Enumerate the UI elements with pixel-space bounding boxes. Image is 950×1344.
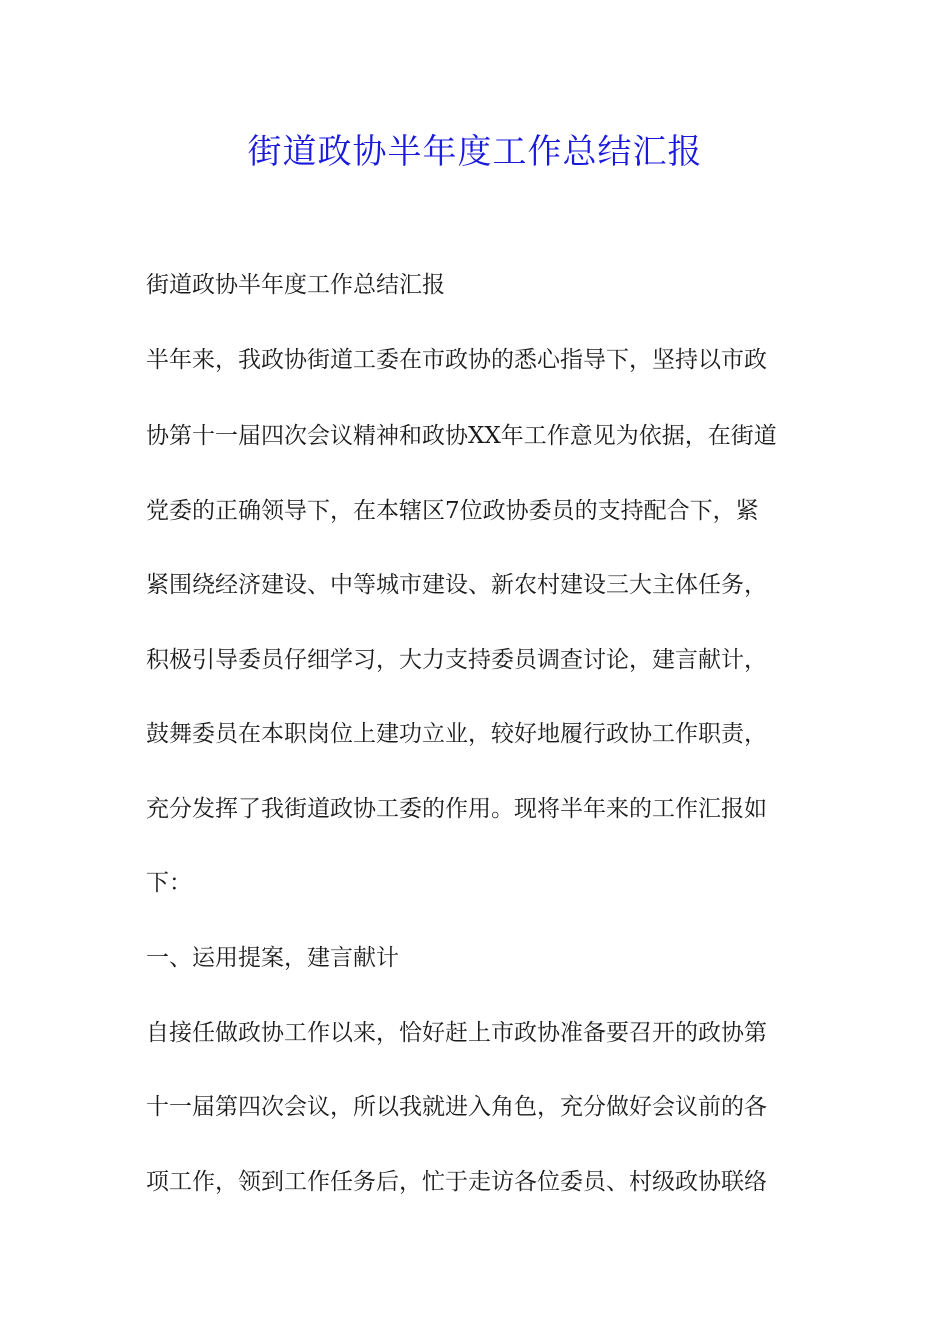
paragraph-line: 十一届第四次会议，所以我就进入角色，充分做好会议前的各 — [146, 1094, 767, 1120]
paragraph-line: 紧围绕经济建设、中等城市建设、新农村建设三大主体任务， — [146, 572, 767, 598]
paragraph-line: 半年来，我政协街道工委在市政协的悉心指导下，坚持以市政 — [146, 347, 767, 373]
paragraph-line: 充分发挥了我街道政协工委的作用。现将半年来的工作汇报如 — [146, 796, 767, 822]
paragraph-line: 下： — [146, 870, 192, 896]
paragraph-line: 积极引导委员仔细学习，大力支持委员调查讨论，建言献计， — [146, 647, 767, 673]
paragraph-line: 党委的正确领导下，在本辖区7位政协委员的支持配合下，紧 — [146, 498, 759, 524]
document-title: 街道政协半年度工作总结汇报 — [247, 132, 703, 172]
paragraph-line: 鼓舞委员在本职岗位上建功立业，较好地履行政协工作职责， — [146, 721, 767, 747]
paragraph-line: 协第十一届四次会议精神和政协XX年工作意见为依据，在街道 — [146, 423, 777, 449]
subtitle-line: 街道政协半年度工作总结汇报 — [146, 272, 445, 298]
paragraph-line: 项工作，领到工作任务后，忙于走访各位委员、村级政协联络 — [146, 1169, 767, 1195]
section-heading: 一、运用提案，建言献计 — [146, 945, 399, 971]
paragraph-line: 自接任做政协工作以来，恰好赶上市政协准备要召开的政协第 — [146, 1020, 767, 1046]
